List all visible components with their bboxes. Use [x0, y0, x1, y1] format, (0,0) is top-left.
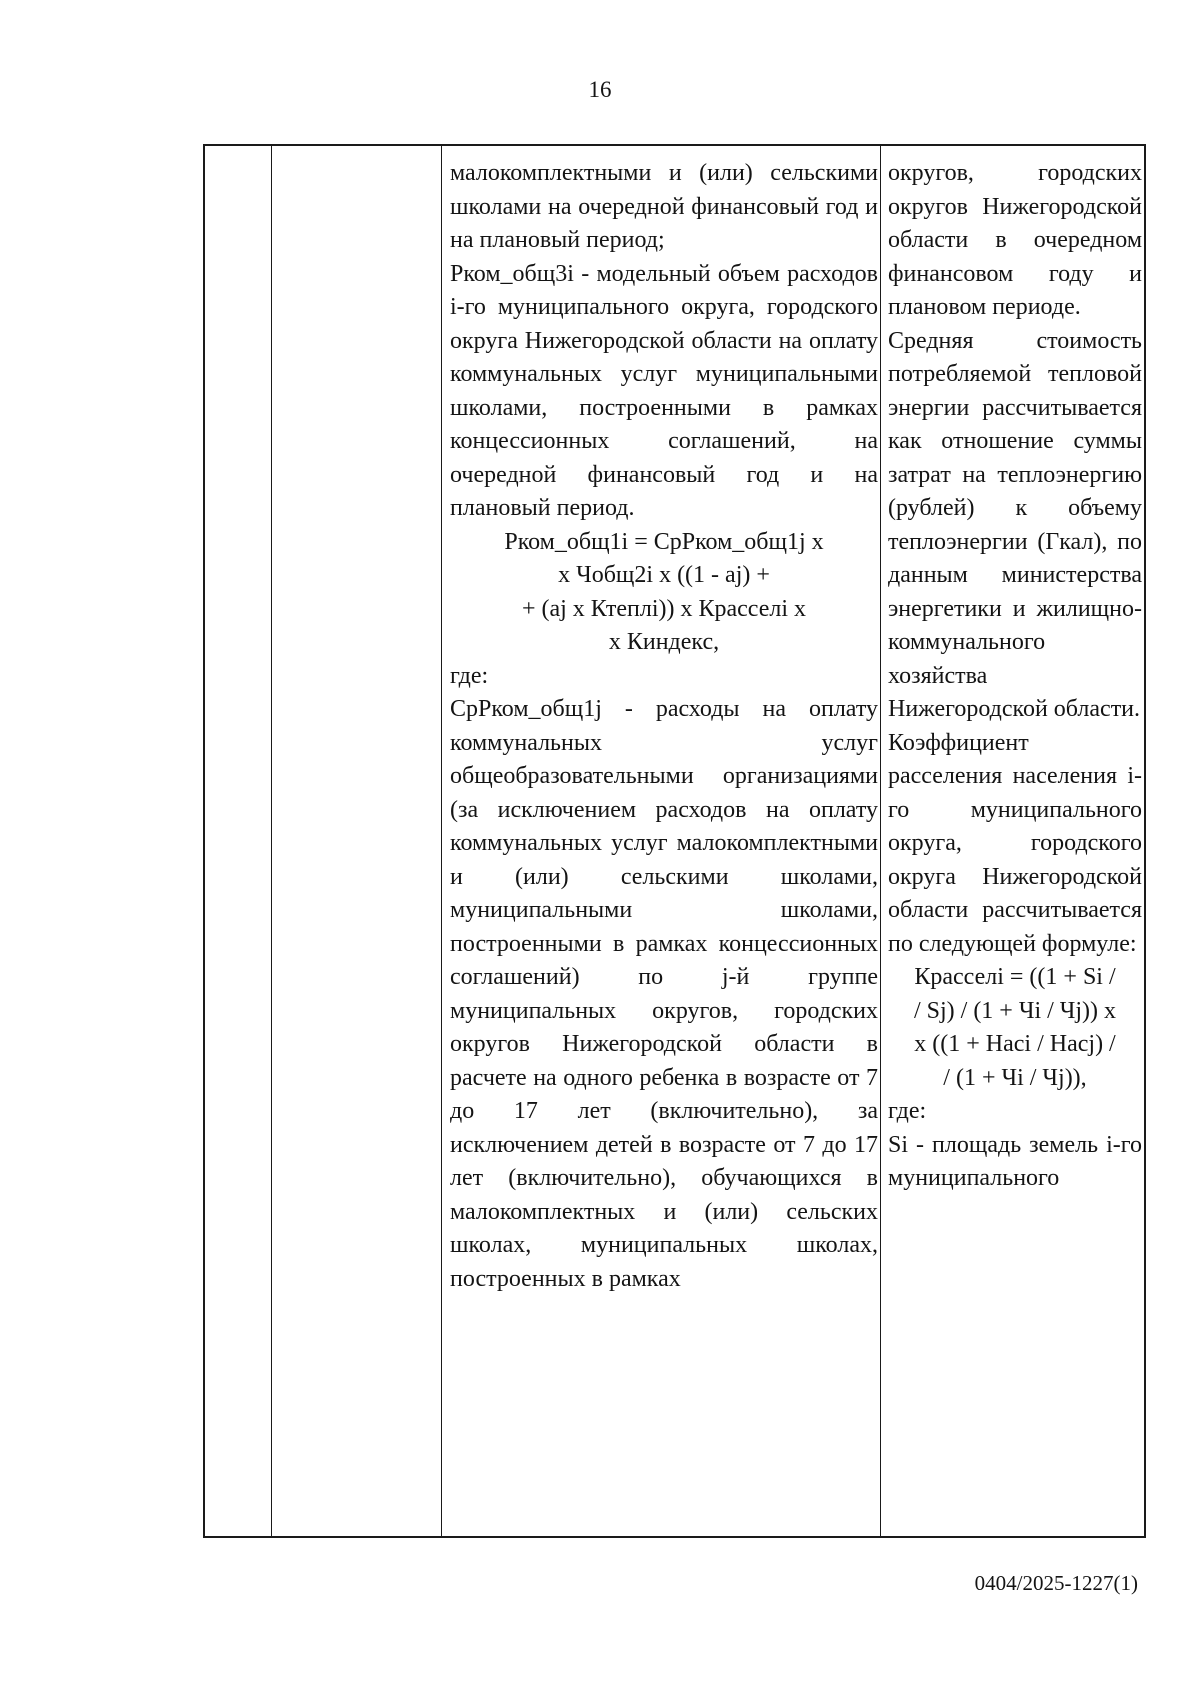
- col4-paragraph-2: Средняя стоимость потребляемой тепловой энергии рассчитывается как отношение суммы затрат на теплоэнергию (рублей) к объему теплоэнергии (Гкал), по данным министерства энергетики и жилищно-коммунального хозяйства Нижегородской области.: [888, 327, 1142, 722]
- formula-line-3: + (аj х Ктеплi)) х Красселi х: [521, 595, 807, 622]
- formula-krasseli-line-1: Красселi = ((1 + Si /: [914, 964, 1116, 990]
- col4-paragraph-1: округов, городских округов Нижегородской области в очередном финансовом году и плановом периоде.: [888, 160, 1142, 320]
- page-number: 16: [588, 77, 612, 102]
- table-cell-col3: [450, 157, 878, 1296]
- formula-krasseli-line-4: / (1 + Чi / Чj)),: [943, 1064, 1087, 1091]
- col3-paragraph-1: малокомплектными и (или) сельскими школами на очередной финансовый год и на плановый период;: [450, 160, 878, 253]
- formula-line-2: х Чобщ2i х ((1 - аj) +: [558, 562, 770, 588]
- table-cell-col4: [888, 157, 1142, 1196]
- footer-document-code: 0404/2025-1227(1): [974, 1571, 1138, 1595]
- table-column-divider-3: [880, 146, 881, 1536]
- table-column-divider-2: [441, 146, 442, 1536]
- formula-line-4: х Киндекс,: [608, 629, 720, 655]
- col3-where-label: где:: [450, 662, 489, 689]
- table-column-divider-1: [271, 146, 272, 1536]
- col3-paragraph-3: СрРком_общ1j - расходы на оплату коммунальных услуг общеобразовательными организациями (за исключением расходов на оплату коммунальных услуг малокомплектными и (или) сельскими школами, муниципальными школами, построенными в рамках концессионных соглашений) по j-й группе муниципальных округов, городских округов Нижегородской области в расчете на одного ребенка в возрасте от 7 до 17 лет (включительно), за исключением детей в возрасте от 7 до 17 лет (включительно), обучающихся в малокомплектных и (или) сельских школах, муниципальных школах, построенных в рамках: [450, 696, 878, 1292]
- col3-paragraph-2: Рком_общ3i - модельный объем расходов i-го муниципального округа, городского округа Нижегородской области на оплату коммунальных услуг муниципальными школами, построенными в рамках концессионных соглашений, на очередной финансовый год и на плановый период.: [450, 260, 878, 521]
- formula-krasseli-line-3: х ((1 + Насi / Насj) /: [914, 1031, 1116, 1057]
- col4-paragraph-3: Коэффициент расселения населения i-го муниципального округа, городского округа Нижегородской области рассчитывается по следующей формуле:: [888, 729, 1142, 957]
- col4-paragraph-4: Si - площадь земель i-го муниципального: [888, 1131, 1142, 1191]
- document-table: [203, 144, 1146, 1538]
- formula-krasseli-line-2: / Sj) / (1 + Чi / Чj)) х: [913, 997, 1117, 1024]
- formula-line-1: Рком_общ1i = СрРком_общ1j х: [504, 528, 824, 555]
- col4-where-label: где:: [888, 1098, 927, 1124]
